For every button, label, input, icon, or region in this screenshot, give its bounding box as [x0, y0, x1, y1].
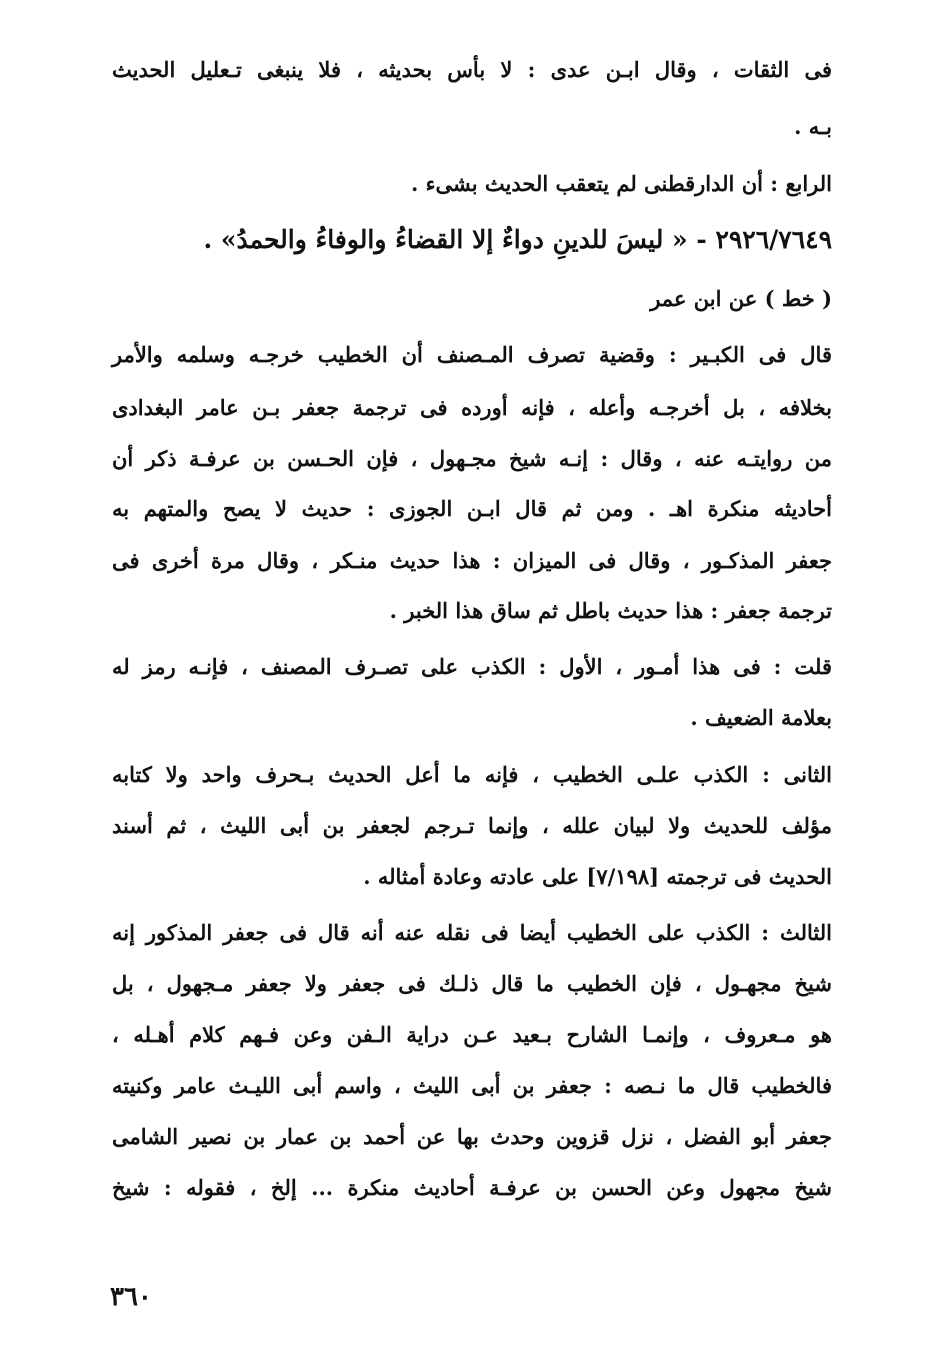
text-line: بـه .	[794, 114, 832, 139]
text-line: الرابع : أن الدارقطنى لم يتعقب الحديث بشىء .	[411, 171, 832, 196]
text-line: فى الثقات ، وقال ابـن عدى : لا بأس بحديثه ، فلا ينبغى تـعليل الحديث	[112, 57, 832, 82]
text-line: مؤلف للحديث ولا لبيان علله ، وإنما تـرجم لجعفر بن أبى الليث ، ثم أسند	[112, 813, 832, 838]
text-line: جعفر المذكـور ، وقال فى الميزان : هذا حديث منـكر ، وقال مرة أخرى فى	[112, 548, 832, 573]
source-attribution: ( خط ) عن ابن عمر	[650, 286, 832, 311]
text-line: شيخ مجهـول ، فإن الخطيب ما قال ذلـك فى جعفر ولا جعفر مـجهول ، بل	[112, 971, 832, 996]
text-line: جعفر أبو الفضل ، نزل قزوين وحدث بها عن أحمد بن عمار بن نصير الشامى	[112, 1124, 832, 1149]
text-line: الحديث فى ترجمته [٧/١٩٨] على عادته وعادة أمثاله .	[363, 864, 832, 889]
page-number: ٣٦٠	[110, 1282, 152, 1312]
text-line: بخلافه ، بل أخرجـه وأعله ، فإنه أورده فى ترجمة جعفر بـن عامر البغدادى	[112, 395, 832, 420]
text-line: قلت : فى هذا أمـور ، الأول : الكذب على تصـرف المصنف ، فإنـه رمز له	[112, 654, 832, 679]
text-line: أحاديثه منكرة اهـ . ومن ثم قال ابـن الجوزى : حديث لا يصح والمتهم به	[112, 496, 832, 521]
hadith-heading: ٢٩٢٦/٧٦٤٩ - « ليسَ للدينِ دواءٌ إلا القضاءُ والوفاءُ والحمدُ» .	[203, 225, 832, 254]
text-line: شيخ مجهول وعن الحسن بن عرفـة أحاديث منكرة ... إلخ ، فقوله : شيخ	[112, 1175, 832, 1200]
text-line: قال فى الكبـير : وقضية تصرف المـصنف أن الخطيب خرجـه وسلمه والأمر	[112, 342, 832, 367]
text-line: الثانى : الكذب علـى الخطيب ، فإنه ما أعل الحديث بـحرف واحد ولا كتابه	[112, 762, 832, 787]
text-line: فالخطيب قال ما نـصه : جعفر بن أبى الليث ، واسم أبى الليـث عامر وكنيته	[112, 1073, 832, 1098]
text-line: من روايتـه عنه ، وقال : إنـه شيخ مجـهول ، فإن الحـسن بن عرفـة ذكر أن	[112, 446, 832, 471]
text-line: بعلامة الضعيف .	[690, 705, 832, 730]
text-line: الثالث : الكذب على الخطيب أيضا فى نقله عنه أنه قال فى جعفر المذكور إنه	[112, 920, 832, 945]
text-line: هو مـعروف ، وإنمـا الشارح بـعيد عـن دراية الـفن وعن فـهم كلام أهـله ،	[112, 1022, 832, 1047]
text-line: ترجمة جعفر : هذا حديث باطل ثم ساق هذا الخبر .	[389, 598, 832, 623]
